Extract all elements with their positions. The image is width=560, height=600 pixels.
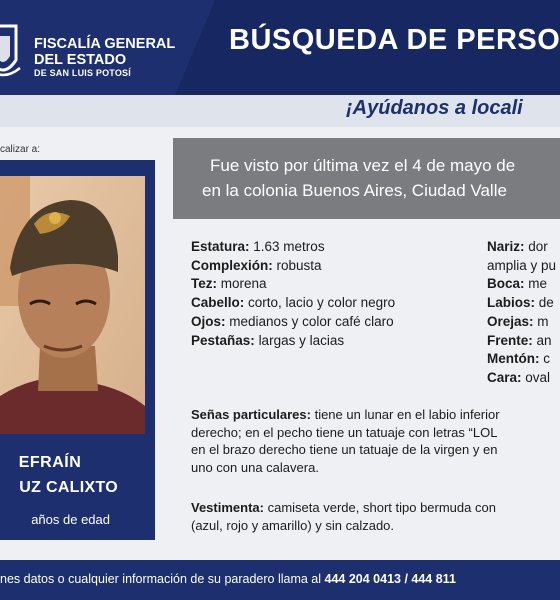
feature-value: amplia y pu [487, 257, 557, 273]
clothing-line: (azul, rojo y amarillo) y sin calzado. [191, 517, 395, 533]
particular-signs-label: Señas particulares: [191, 407, 311, 422]
last-seen-line-2: en la colonia Buenos Aires, Ciudad Valle [202, 181, 507, 200]
feature-row [487, 275, 556, 294]
page-title: BÚSQUEDA DE PERSO [229, 24, 560, 56]
feature-value: dor [528, 239, 548, 254]
person-photo [0, 176, 145, 434]
org-name: FISCALÍA GENERAL DEL ESTADO [34, 36, 176, 68]
feature-value: oval [525, 369, 551, 385]
person-last-names: UZ CALIXTO [19, 479, 118, 496]
feature-label: Tez: [191, 276, 217, 292]
features-left [191, 238, 395, 350]
person-portrait-icon [0, 176, 145, 434]
feature-label: Nariz: [487, 239, 525, 254]
feature-label: Estatura: [191, 239, 250, 254]
person-age: años de edad [31, 512, 110, 527]
feature-value: morena [220, 276, 267, 292]
feature-value: me [528, 276, 548, 292]
last-seen-box [173, 138, 560, 219]
feature-row [191, 332, 395, 351]
feature-value: de [538, 295, 554, 311]
clothing [191, 499, 496, 534]
feature-row [487, 332, 556, 351]
particular-signs-line: en el brazo derecho tiene un tatuaje de la virgen y en [191, 442, 498, 457]
help-us-text: ¡Ayúdanos a locali [346, 97, 523, 119]
feature-value: corto, lacio y color negro [248, 295, 396, 311]
feature-value: an [536, 332, 552, 348]
clothing-label: Vestimenta: [191, 500, 264, 515]
feature-row [191, 238, 395, 257]
last-seen-line-1: Fue visto por última vez el 4 de mayo de [210, 156, 516, 175]
clothing-line: camiseta verde, short tipo bermuda con [267, 500, 496, 515]
feature-label: Cara: [487, 369, 522, 385]
feature-label: Mentón: [487, 351, 540, 367]
feature-row [487, 294, 556, 313]
features-right [487, 238, 556, 388]
feature-row [191, 313, 395, 332]
feature-row [487, 238, 556, 257]
feature-label: Complexión: [191, 257, 273, 273]
state-seal-icon [0, 22, 24, 82]
particular-signs [191, 406, 500, 476]
feature-row [487, 369, 556, 388]
feature-value: c [543, 351, 550, 367]
particular-signs-line: derecho; en el pecho tiene un tatuaje con letras “LOL [191, 424, 498, 440]
feature-row [191, 257, 395, 276]
footer-text [0, 572, 456, 586]
feature-row [191, 275, 395, 294]
feature-value: robusta [276, 257, 322, 273]
feature-label: Boca: [487, 276, 525, 292]
feature-label: Ojos: [191, 313, 226, 329]
footer-message: nes datos o cualquier información de su paradero llama al [0, 572, 322, 586]
feature-value: m [537, 313, 549, 329]
org-subtitle: DE SAN LUIS POTOSÍ [34, 68, 131, 78]
help-locate-label: calizar a: [0, 144, 41, 155]
particular-signs-line: tiene un lunar en el labio inferior [314, 407, 500, 422]
feature-label: Frente: [487, 332, 533, 348]
feature-label: Cabello: [191, 295, 245, 311]
feature-row [487, 257, 556, 276]
feature-label: Pestañas: [191, 332, 255, 348]
footer-phone-numbers[interactable]: 444 204 0413 / 444 811 [324, 572, 456, 586]
feature-label: Labios: [487, 295, 536, 311]
particular-signs-line: uno con una calavera. [191, 459, 319, 475]
feature-value: 1.63 metros [253, 239, 325, 254]
header-banner [0, 0, 560, 95]
feature-value: largas y lacias [258, 332, 345, 348]
person-first-name: EFRAÍN [18, 454, 82, 471]
feature-label: Orejas: [487, 313, 534, 329]
feature-row [487, 313, 556, 332]
feature-value: medianos y color café claro [229, 313, 394, 329]
feature-row [487, 350, 556, 369]
feature-row [191, 294, 395, 313]
